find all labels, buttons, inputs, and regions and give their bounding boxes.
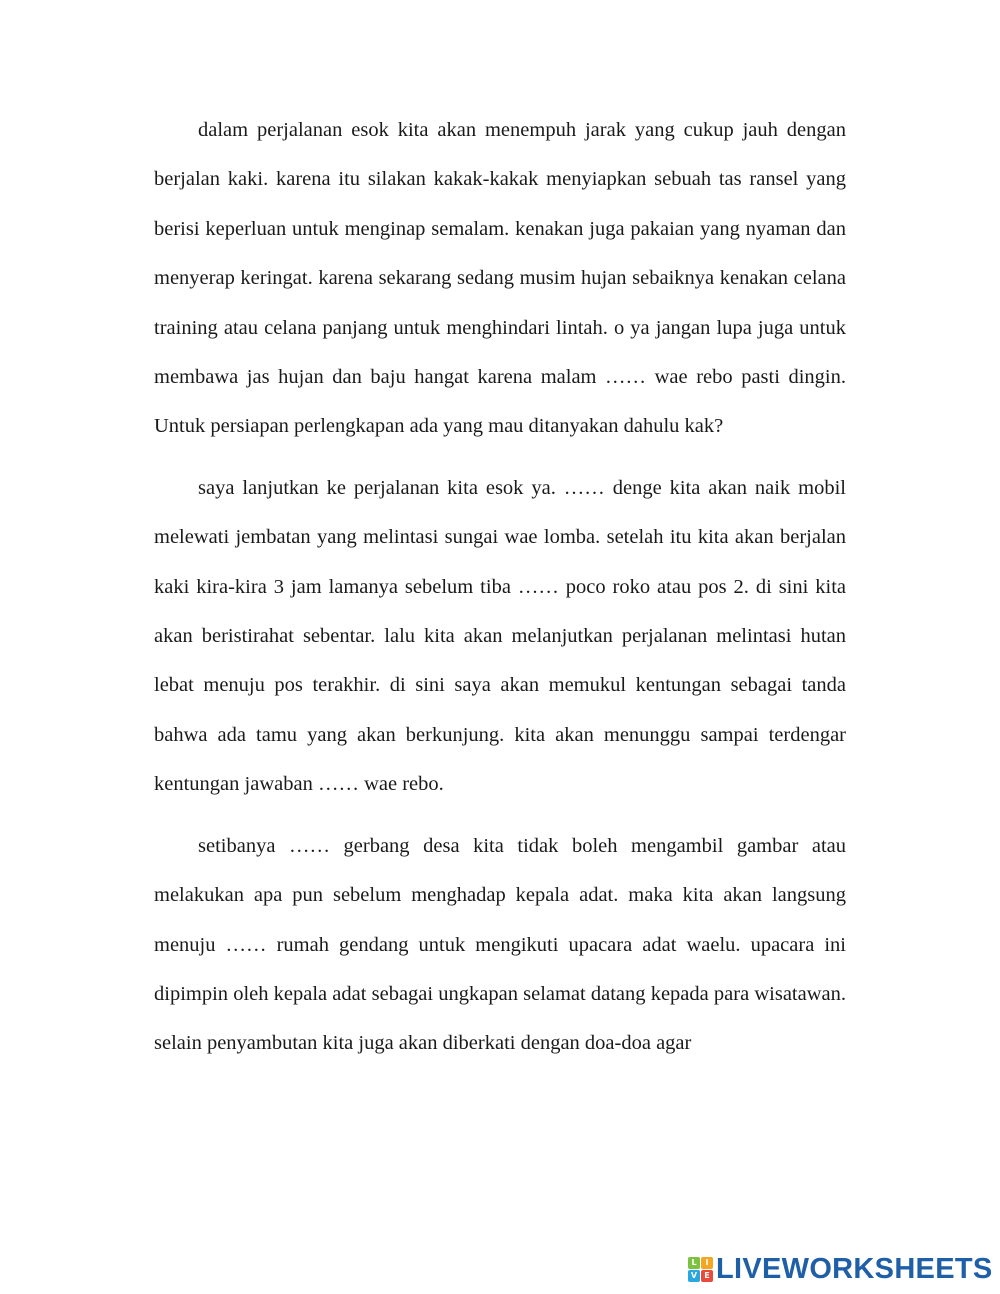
document-page [154, 106, 846, 1081]
liveworksheets-logo [688, 1252, 993, 1286]
paragraph-arrival: setibanya …… gerbang desa kita tidak boleh mengambil gambar atau melakukan apa pun sebelum menghadap kepala adat. maka kita akan langsung menuju …… rumah gendang untuk mengikuti upacara adat waelu. upacara ini dipimpin oleh kepala adat sebagai ungkapan selamat datang kepada para wisatawan. selain penyambutan kita juga akan diberkati dengan doa-doa agar [154, 834, 846, 1055]
paragraph-equipment: dalam perjalanan esok kita akan menempuh jarak yang cukup jauh dengan berjalan kaki. karena itu silakan kakak-kakak menyiapkan sebuah tas ransel yang berisi keperluan untuk menginap semalam. kenakan juga pakaian yang nyaman dan menyerap keringat. karena sekarang sedang musim hujan sebaiknya kenakan celana training atau celana panjang untuk menghindari lintah. o ya jangan lupa juga untuk membawa jas hujan dan baju hangat karena malam …… wae rebo pasti dingin. Untuk persiapan perlengkapan ada yang mau ditanyakan dahulu kak? [154, 119, 846, 438]
liveworksheets-logo-text: LIVEWORKSHEETS [716, 1253, 993, 1285]
liveworksheets-logo-icon: L I V E [688, 1257, 713, 1282]
paragraph-journey: saya lanjutkan ke perjalanan kita esok ya. …… denge kita akan naik mobil melewati jembatan yang melintasi sungai wae lomba. setelah itu kita akan berjalan kaki kira-kira 3 jam lamanya sebelum tiba …… poco roko atau pos 2. di sini kita akan beristirahat sebentar. lalu kita akan melanjutkan perjalanan melintasi hutan lebat menuju pos terakhir. di sini saya akan memukul kentungan sebagai tanda bahwa ada tamu yang akan berkunjung. kita akan menunggu sampai terdengar kentungan jawaban …… wae rebo. [154, 476, 846, 796]
